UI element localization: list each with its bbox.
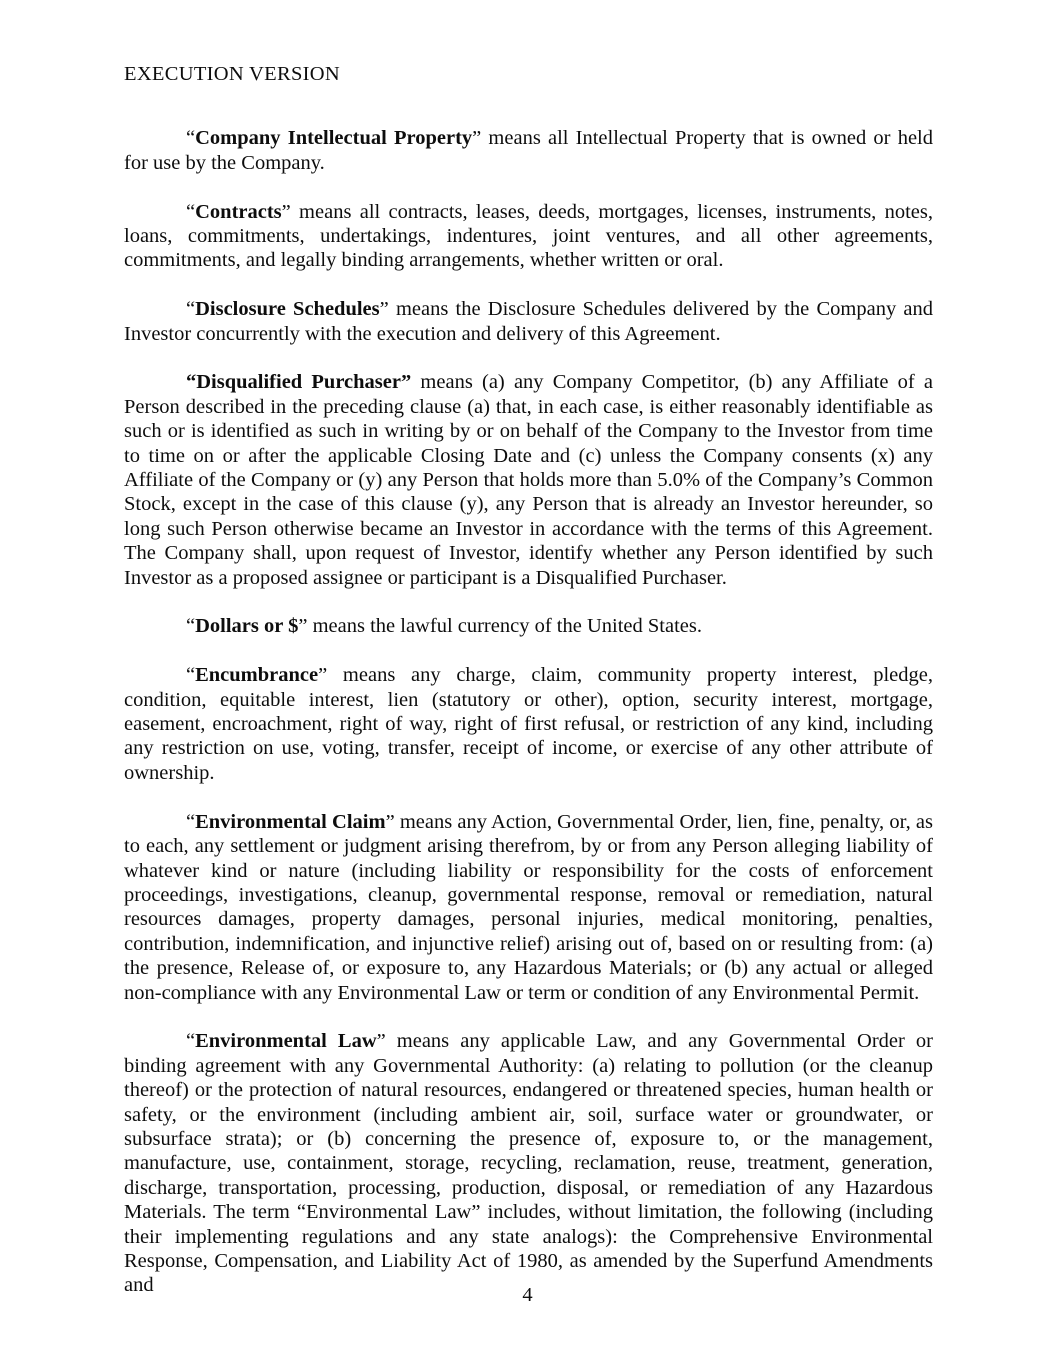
page-number: 4 bbox=[522, 1283, 533, 1306]
definition-disclosure-schedules: “Disclosure Schedules” means the Disclosure Schedules delivered by the Company and Investor concurrently with the execution and delivery of this Agreement. bbox=[124, 298, 934, 345]
definition-company-intellectual-property: “Company Intellectual Property” means all Intellectual Property that is owned or held for use by the Company. bbox=[124, 127, 933, 174]
definition-dollars: “Dollars or $” means the lawful currency of the United States. bbox=[186, 615, 702, 638]
definition-disqualified-purchaser: “Disqualified Purchaser” means (a) any Company Competitor, (b) any Affiliate of a Person described in the preceding clause (a) that, in each case, is either reasonably identifiable as such or is identified as such in writing by or on behalf of the Company to the Investor from time to time on or after the applicable Closing Date and (c) unless the Company consents (x) any Affiliate of the Company or (y) any Person that holds more than 5.0% of the Company’s Common Stock, except in the case of this clause (y), any Person that is already an Investor hereunder, so long such Person otherwise became an Investor in accordance with the terms of this Agreement. The Company shall, upon request of Investor, identify whether any Person identified by such Investor as a proposed assignee or participant is a Disqualified Purchaser. bbox=[124, 371, 933, 589]
execution-version-label: EXECUTION VERSION bbox=[124, 63, 340, 85]
definition-environmental-law: “Environmental Law” means any applicable Law, and any Governmental Order or binding agreement with any Governmental Authority: (a) relating to pollution (or the cleanup thereof) or the protection of natural resources, endangered or threatened species, human health or safety, or the environment (including ambient air, soil, surface water or groundwater, or subsurface strata); or (b) concerning the presence of, exposure to, or the management, manufacture, use, containment, storage, recycling, reclamation, reuse, treatment, generation, discharge, transportation, processing, production, disposal, or remediation of any Hazardous Materials. The term “Environmental Law” includes, without limitation, the following (including their implementing regulations and any state analogs): the Comprehensive Environmental Response, Compensation, and Liability Act of 1980, as amended by the Superfund Amendments and bbox=[124, 1030, 933, 1297]
definition-encumbrance: “Encumbrance” means any charge, claim, community property interest, pledge, condition, equitable interest, lien (statutory or other), option, security interest, mortgage, easement, encroachment, right of way, right of first refusal, or restriction of any kind, including any restriction on use, voting, transfer, receipt of income, or exercise of any other attribute of ownership. bbox=[124, 664, 933, 784]
definition-environmental-claim: “Environmental Claim” means any Action, Governmental Order, lien, fine, penalty, or, as to each, any settlement or judgment arising therefrom, by or from any Person alleging liability of whatever kind or nature (including liability or responsibility for the costs of enforcement proceedings, investigations, cleanup, governmental response, removal or remediation, natural resources damages, property damages, personal injuries, medical monitoring, penalties, contribution, indemnification, and injunctive relief) arising out of, based on or resulting from: (a) the presence, Release of, or exposure to, any Hazardous Materials; or (b) any actual or alleged non-compliance with any Environmental Law or term or condition of any Environmental Permit. bbox=[124, 810, 933, 1004]
document-content bbox=[124, 62, 933, 1298]
definition-contracts: “Contracts” means all contracts, leases, deeds, mortgages, licenses, instruments, notes, loans, commitments, undertakings, indentures, joint ventures, and all other agreements, commitments, and legally binding arrangements, whether written or oral. bbox=[124, 200, 933, 272]
